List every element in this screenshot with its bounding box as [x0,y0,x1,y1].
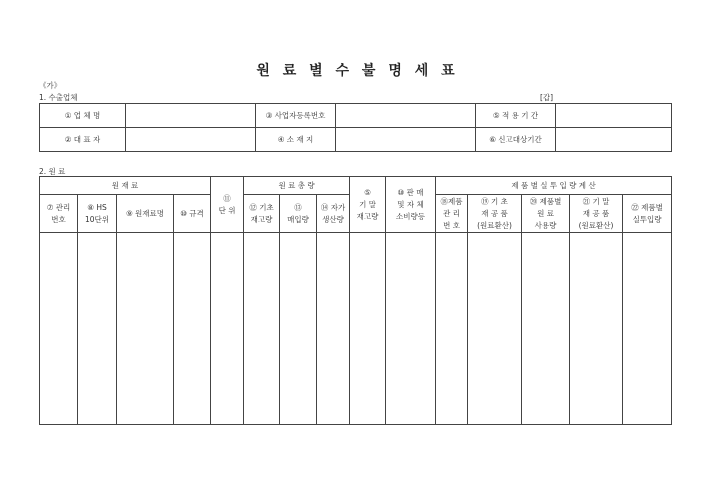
group-raw-material: 원 재 료 [40,177,211,195]
col-hs-code: ⑧ HS 10단위 [78,195,117,233]
page-title: 원 료 별 수 불 명 세 표 [256,63,457,79]
data-cell[interactable] [468,233,522,425]
field-value-business-reg-no[interactable] [336,104,476,128]
data-cell[interactable] [623,233,672,425]
col-unit: ⑪ 단 위 [211,177,244,233]
data-cell[interactable] [350,233,386,425]
col-self-production: ⑭ 자가 생산량 [317,195,350,233]
data-cell[interactable] [117,233,174,425]
col-opening-stock: ⑫ 기초 재고량 [244,195,280,233]
form-label: 《가》 [39,81,62,90]
field-value-representative[interactable] [126,128,256,152]
data-cell[interactable] [436,233,468,425]
field-label-business-reg-no: ③ 사업자등록번호 [256,104,336,128]
data-cell[interactable] [244,233,280,425]
col-ending-wip: ㉑ 기 말 재 공 품 (원료환산) [570,195,623,233]
data-cell[interactable] [40,233,78,425]
exporter-table [39,103,672,152]
field-label-company-name: ① 업 체 명 [40,104,126,128]
section1-heading: 1. 수출업체 [39,93,78,102]
data-cell[interactable] [280,233,317,425]
field-label-apply-period: ⑤ 적 용 기 간 [476,104,556,128]
stamp-label: [갑] [540,93,554,102]
data-cell[interactable] [522,233,570,425]
section2-heading: 2. 원 료 [39,167,66,176]
col-material-name: ⑨ 원재료명 [117,195,174,233]
group-raw-quantity: 원 료 총 량 [244,177,350,195]
col-mgmt-no: ⑦ 관리 번호 [40,195,78,233]
field-value-address[interactable] [336,128,476,152]
data-cell[interactable] [78,233,117,425]
field-value-apply-period[interactable] [556,104,672,128]
col-sales-consumption: ⑩ 판 매 및 자 체 소비량등 [386,177,436,233]
col-opening-wip: ⑲ 기 초 재 공 품 (원료환산) [468,195,522,233]
data-cell[interactable] [317,233,350,425]
field-value-company-name[interactable] [126,104,256,128]
field-label-address: ④ 소 재 지 [256,128,336,152]
col-purchase: ⑬ 매입량 [280,195,317,233]
field-label-report-period: ⑥ 신고대상기간 [476,128,556,152]
data-cell[interactable] [570,233,623,425]
data-cell[interactable] [386,233,436,425]
col-spec: ⑩ 규격 [174,195,211,233]
col-product-mgmt-no: ⑱제품 관 리 번 호 [436,195,468,233]
data-cell[interactable] [211,233,244,425]
field-value-report-period[interactable] [556,128,672,152]
field-label-representative: ② 대 표 자 [40,128,126,152]
data-cell[interactable] [174,233,211,425]
col-product-usage: ⑳ 제품별 원 료 사용량 [522,195,570,233]
raw-material-table [39,176,672,425]
col-ending-stock: ⑤ 기 말 재고량 [350,177,386,233]
group-product-calc: 제 품 별 실 투 입 량 계 산 [436,177,672,195]
col-actual-input: ㉒ 제품별 실투입량 [623,195,672,233]
